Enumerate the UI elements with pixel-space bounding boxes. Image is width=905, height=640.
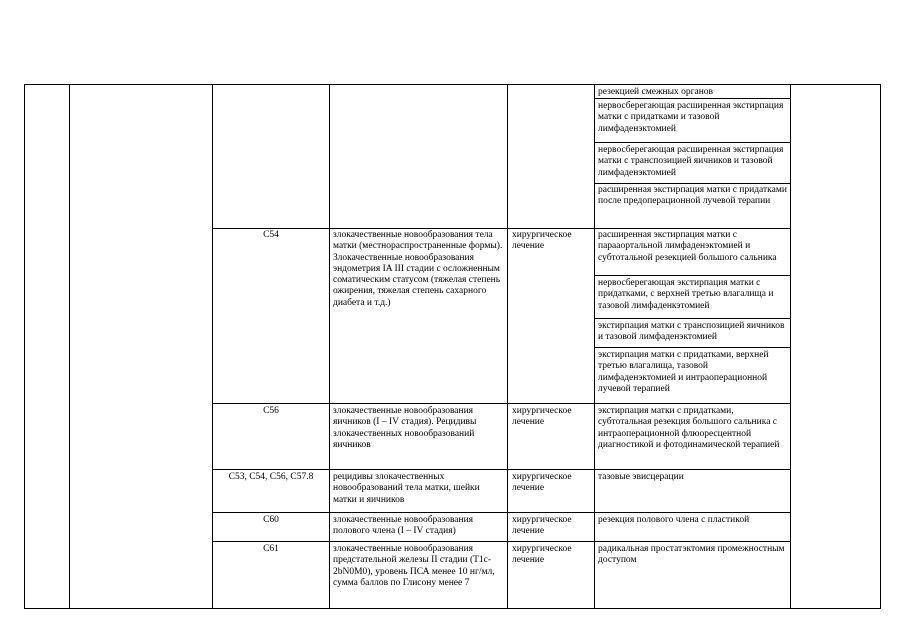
model-cell: рецидивы злокачественных новообразований тела матки, шейки матки и яичников — [333, 472, 480, 505]
method-cell: тазовые эвисцерации — [598, 472, 684, 482]
method-cell: экстирпация матки с придатками, субтотальная резекция большого сальника с интраоперационной флюоресцентной диагностикой и фотодинамической терапией — [598, 406, 780, 450]
code-cell: C60 — [263, 515, 279, 525]
method-cell: нервосберегающая расширенная экстирпация матки с транспозицией яичников и тазовой лимфаденэктомией — [598, 145, 784, 178]
table-row-rule — [212, 541, 791, 542]
table-row-rule — [212, 512, 791, 513]
treatment-cell: хирургическое лечение — [512, 472, 572, 494]
table-row-rule — [594, 318, 791, 319]
method-cell: резекция полового члена с пластикой — [598, 515, 750, 525]
table-column-rule — [24, 84, 25, 608]
table-row-rule — [594, 183, 791, 184]
code-cell: C56 — [263, 406, 279, 416]
table-column-rule — [69, 84, 70, 608]
table-row-rule — [594, 275, 791, 276]
table-column-rule — [507, 84, 508, 608]
model-cell: злокачественные новообразования тела матки (местнораспространенные формы). Злокачественные новообразования эндометрия IA III стадии с осложненным соматическим статусом (тяжелая степень ожирения, тяжелая степень сахарного диабета и т.д.) — [333, 230, 503, 308]
model-cell: злокачественные новообразования яичников (I – IV стадия). Рецидивы злокачественных новообразований яичников — [333, 406, 477, 450]
treatment-cell: хирургическое лечение — [512, 230, 572, 252]
table-column-rule — [329, 84, 330, 608]
method-cell: экстирпация матки с придатками, верхней третью влагалища, тазовой лимфаденэктомией и интраоперационной лучевой терапией — [598, 350, 769, 394]
table-column-rule — [790, 84, 791, 608]
table-column-rule — [212, 84, 213, 608]
model-cell: злокачественные новообразования предстательной железы II стадии (T1c-2bN0M0), уровень ПСА менее 10 нг/мл, сумма баллов по Глисону менее 7 — [333, 544, 495, 588]
method-cell: расширенная экстирпация матки с парааортальной лимфаденэктомией и субтотальной резекцией большого сальника — [598, 230, 777, 263]
method-cell: расширенная экстирпация матки с придатками после предоперационной лучевой терапии — [598, 185, 787, 207]
method-cell: нервосберегающая расширенная экстирпация матки с придатками и тазовой лимфаденэктомией — [598, 101, 784, 134]
code-cell: C61 — [263, 544, 279, 554]
model-cell: злокачественные новообразования полового члена (I – IV стадия) — [333, 515, 474, 537]
method-cell: нервосберегающая экстирпация матки с придатками, с верхней третью влагалища и тазовой лимфаденкэтомией — [598, 278, 774, 311]
table-row-rule — [212, 469, 791, 470]
table-column-rule — [880, 84, 881, 608]
table-row-rule — [24, 608, 881, 609]
code-cell: C53, C54, C56, C57.8 — [228, 472, 314, 482]
treatment-cell: хирургическое лечение — [512, 544, 572, 566]
table-row-rule — [594, 142, 791, 143]
method-cell: экстирпация матки с транспозицией яичников и тазовой лимфаденэктомией — [598, 321, 785, 343]
table-row-rule — [212, 228, 791, 229]
table-column-rule — [594, 84, 595, 608]
method-cell: радикальная простатэктомия промежностным доступом — [598, 544, 785, 566]
treatment-cell: хирургическое лечение — [512, 406, 572, 428]
method-cell: резекцией смежных органов — [598, 87, 714, 97]
table-row-rule — [212, 403, 791, 404]
table-row-rule — [594, 347, 791, 348]
treatment-cell: хирургическое лечение — [512, 515, 572, 537]
table-row-rule — [24, 84, 881, 85]
code-cell: C54 — [263, 230, 279, 240]
